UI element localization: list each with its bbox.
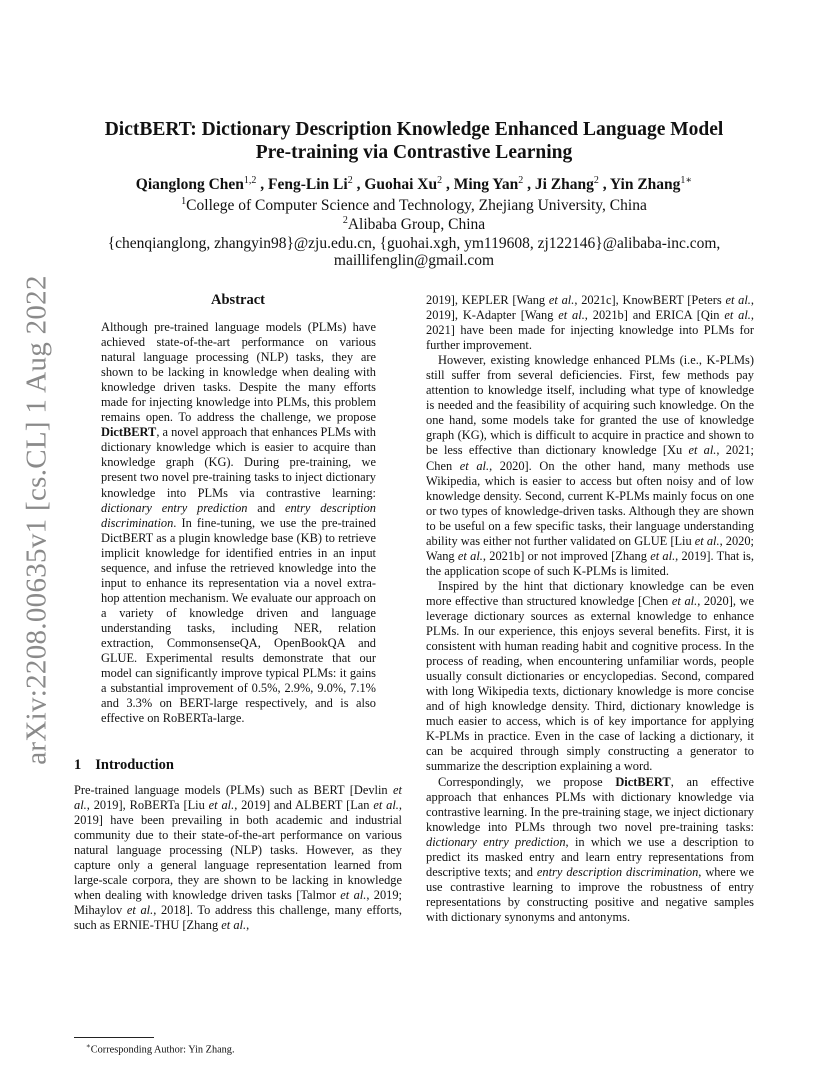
affiliation-sup: 2 (342, 215, 348, 226)
author-separator: , (442, 176, 454, 194)
paper-title (90, 118, 738, 164)
section-title: Introduction (95, 757, 174, 773)
author-emails-line-1: {chenqianglong, zhangyin98}@zju.edu.cn, {guohai.xgh, ym119608, zj122146}@alibaba-inc.com, (107, 235, 721, 252)
abstract-text: , a novel approach that enhances PLMs with dictionary knowledge which is easier to acquire than knowledge graph (KG). During pre-training, we present two novel pre-training tasks to inject dictionary knowledge into PLMs via contrastive learning: (101, 425, 376, 500)
title-line-1: DictBERT: Dictionary Description Knowledge Enhanced Language Model (104, 119, 724, 140)
paragraph (426, 353, 754, 579)
body-text: , 2021b] and ERICA [Qin (584, 308, 725, 323)
citation-etal: et al. (126, 903, 154, 918)
affiliation-text: Alibaba Group, China (347, 216, 486, 234)
author-name: Guohai Xu (364, 176, 438, 194)
body-text: , 2021b] or not improved [Zhang (482, 548, 651, 563)
citation-etal: et al. (688, 443, 717, 458)
body-text: , 2019; Mihaylov (74, 888, 402, 918)
author-separator: , (256, 176, 269, 194)
affiliation-2 (60, 215, 768, 234)
footnote-rule (74, 1037, 154, 1038)
citation-etal: et al. (340, 888, 367, 903)
author-name: Ming Yan (453, 176, 519, 194)
body-text: However, existing knowledge enhanced PLMs (i.e., K-PLMs) still suffer from several deficiencies. First, few methods pay attention to knowledge itself, including what type of knowledge is needed and the feasibility of acquiring such knowledge. On the one hand, some models take for granted the use of knowledge graph (KG), which is difficult to acquire in practice and shown to be less effective than dictionary knowledge [Xu (426, 353, 754, 458)
body-text: , where we use contrastive learning to improve the robustness of entry representations by constructing positive and negative samples with dictionary synonyms and antonyms. (426, 864, 754, 924)
body-text: Inspired by the hint that dictionary knowledge can be even more effective than structured knowledge [Chen (426, 578, 754, 608)
author-name: Feng-Lin Li (268, 176, 348, 194)
footnote (86, 1042, 235, 1055)
author-list (60, 175, 768, 194)
affiliation-text: College of Computer Science and Technology, Zhejiang University, China (186, 197, 647, 215)
abstract-text: and (247, 500, 285, 515)
body-text: , 2021] have been made for injecting knowledge into PLMs for further improvement. (426, 308, 754, 353)
author-name: Yin Zhang (609, 176, 681, 194)
paragraph (426, 775, 754, 925)
affiliation-sup: 1 (181, 196, 187, 207)
body-text: , (246, 918, 250, 933)
author-affil-sup: 2 (347, 175, 353, 186)
body-text: , 2019]. That is, the application scope of such K-PLMs is limited. (426, 548, 754, 578)
author-emails-line-2: maillifenglin@gmail.com (333, 252, 495, 269)
body-text: , 2021; Chen (426, 443, 754, 473)
task-name: entry description discrimination (101, 500, 376, 530)
section-heading-introduction (74, 757, 174, 774)
title-line-2: Pre-training via Contrastive Learning (255, 142, 573, 163)
footnote-text: Corresponding Author: Yin Zhang. (90, 1044, 235, 1056)
body-text: , 2020], we leverage dictionary sources as external knowledge to enhance PLMs. In our experience, this enjoys several benefits. First, it is consistent with human reading habit and cognitive process. In the process of reading, when encountering unfamiliar words, people usually consult dictionaries or encyclopedias. Second, compared with long Wikipedia texts, dictionary knowledge is more concise and of high knowledge density. Third, dictionary knowledge is much easier to access, which is of key importance for applying K-PLMs in practice. Even in the case of lacking a dictionary, it can be acquired through simply constructing a generator to summarize the description explaining a word. (426, 593, 754, 774)
author-affil-sup: 2 (518, 175, 524, 186)
paragraph (426, 293, 754, 353)
method-name: DictBERT (101, 425, 157, 440)
body-text: , 2019] and ALBERT [Lan (234, 798, 374, 813)
citation-etal: et al. (650, 548, 676, 563)
task-name: entry description discrimination (536, 864, 699, 879)
body-text: , 2020; Wang (426, 533, 754, 563)
citation-etal: et al. (221, 918, 247, 933)
author-affil-sup: 1∗ (680, 175, 693, 186)
body-text: , 2019] have been prevailing in both academic and industrial community due to their state-of-the-art performance on various natural language processing (NLP) tasks. However, as they capture only a general language representation learned from large-scale corpora, they are shown to be lacking in knowledge when dealing with knowledge driven tasks [Talmor (74, 798, 402, 903)
author-affil-sup: 2 (593, 175, 599, 186)
body-text: , 2019], RoBERTa [Liu (86, 798, 209, 813)
body-text: , 2019], K-Adapter [Wang (426, 293, 755, 323)
body-text: Correspondingly, we propose (438, 774, 616, 789)
author-separator: , (352, 176, 365, 194)
arxiv-identifier (6, 275, 68, 765)
citation-etal: et al. (725, 293, 751, 307)
abstract-text: Although pre-trained language models (PLMs) have achieved state-of-the-art performance on various natural language processing (NLP) tasks, they are shown to be lacking in knowledge when dealing with knowledge driven tasks. Despite the many efforts made for injecting knowledge into PLMs, this problem remains open. To address the challenge, we propose (101, 320, 376, 425)
author-affil-sup: 1,2 (243, 175, 257, 186)
author-name: Ji Zhang (534, 176, 594, 194)
body-text: 2019], KEPLER [Wang (426, 293, 549, 307)
paragraph (426, 579, 754, 775)
author-name: Qianglong Chen (135, 176, 244, 194)
footnote-mark: ∗ (86, 1042, 91, 1050)
body-text: , an effective approach that enhances PLMs with dictionary knowledge via contrastive learning. In the pre-training stage, we inject dictionary knowledge into PLMs through two novel pre-training tasks: (426, 774, 754, 834)
citation-etal: et al. (459, 458, 490, 473)
body-text: , 2018]. To address this challenge, many efforts, such as ERNIE-THU [Zhang (74, 903, 402, 933)
body-text: , 2021c], KnowBERT [Peters (574, 293, 726, 307)
citation-etal: et al. (548, 293, 575, 307)
citation-etal: et al. (373, 798, 399, 813)
citation-etal: et al. (208, 798, 235, 813)
author-separator: , (598, 176, 610, 194)
section-number: 1 (74, 757, 82, 773)
citation-etal: et al. (694, 533, 720, 548)
task-name: dictionary entry prediction (426, 834, 566, 849)
right-column-body (426, 293, 754, 925)
task-name: dictionary entry prediction (101, 500, 248, 515)
body-text: , 2020]. On the other hand, many methods use Wikipedia, which is easier to access but often noisy and of low knowledge density. Second, current K-PLMs mainly focus on one or two types of knowledge-driven tasks. Although they are shown to be useful on a few specific tasks, their language understanding ability was either not further validated on GLUE [Liu (426, 458, 754, 548)
introduction-body (74, 783, 402, 933)
citation-etal: et al. (724, 308, 751, 323)
citation-etal: et al. (74, 783, 402, 813)
method-name: DictBERT (615, 774, 671, 789)
citation-etal: et al. (671, 593, 698, 608)
citation-etal: et al. (558, 308, 585, 323)
affiliation-1 (60, 196, 768, 215)
author-affil-sup: 2 (437, 175, 443, 186)
abstract-heading: Abstract (211, 292, 265, 308)
arxiv-id-text: arXiv:2208.00635v1 [cs.CL] 1 Aug 2022 (20, 275, 53, 765)
citation-etal: et al. (457, 548, 483, 563)
abstract-body (101, 320, 376, 726)
body-text: Pre-trained language models (PLMs) such as BERT [Devlin (74, 783, 394, 797)
abstract-text: . In fine-tuning, we use the pre-trained DictBERT as a plugin knowledge base (KB) to retrieve implicit knowledge for identified entries in an input sequence, and infuse the retrieved knowledge into the input to enhance its representation via a novel extra-hop attention mechanism. We evaluate our approach on a variety of knowledge driven and language understanding tasks, including NER, relation extraction, CommonsenseQA, OpenBookQA and GLUE. Experimental results demonstrate that our model can significantly improve typical PLMs: it gains a substantial improvement of 0.5%, 2.9%, 9.0%, 7.1% and 3.3% on BERT-large respectively, and is also effective on RoBERTa-large. (101, 515, 376, 726)
author-separator: , (523, 176, 535, 194)
body-text: , in which we use a description to predict its masked entry and learn entry representations from descriptive texts; and (426, 834, 754, 879)
